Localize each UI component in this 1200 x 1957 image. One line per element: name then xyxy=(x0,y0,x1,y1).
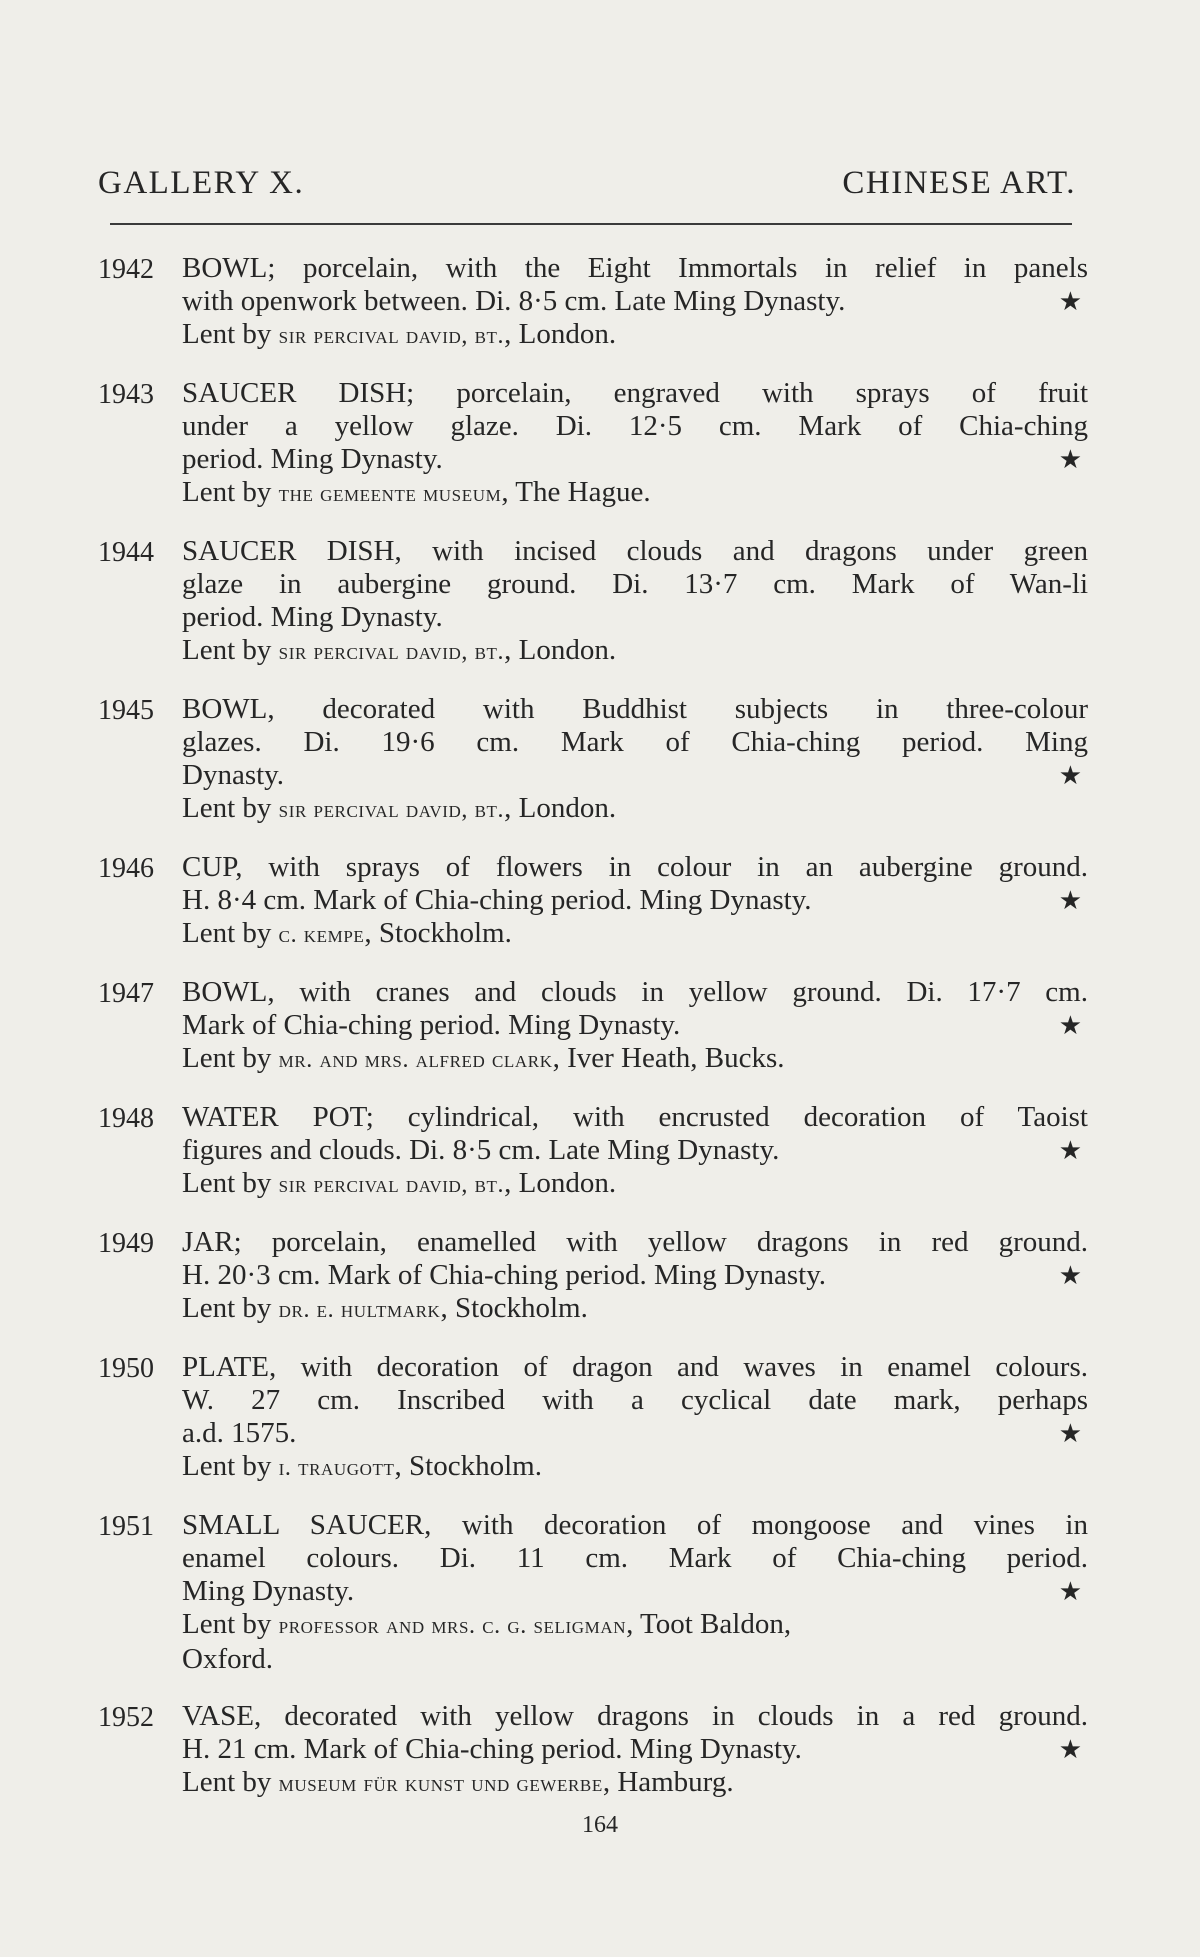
catalogue-entry xyxy=(98,976,1088,1077)
lender-line xyxy=(182,318,1088,353)
star-icon: ★ xyxy=(1058,1011,1082,1040)
entry-line: PLATE, with decoration of dragon and waves in enamel colours. xyxy=(182,1351,1088,1383)
entry-description xyxy=(182,1351,1088,1485)
entry-line: Mark of Chia-ching period. Ming Dynasty. xyxy=(182,1009,681,1041)
star-icon: ★ xyxy=(1058,287,1082,316)
lender-name: sir percival david, bt. xyxy=(278,323,505,349)
entry-description xyxy=(182,252,1088,353)
star-icon: ★ xyxy=(1058,445,1082,474)
entry-description xyxy=(182,535,1088,669)
entry-line: BOWL; porcelain, with the Eight Immortals in relief in panels xyxy=(182,252,1088,284)
entry-line: glaze in aubergine ground. Di. 13·7 cm. Mark of Wan-li xyxy=(182,568,1088,600)
catalogue-entry xyxy=(98,1700,1088,1801)
entry-description xyxy=(182,1101,1088,1202)
entry-line: SAUCER DISH; porcelain, engraved with sprays of fruit xyxy=(182,377,1088,409)
entry-description xyxy=(182,377,1088,511)
entry-line: period. Ming Dynasty. xyxy=(182,601,443,633)
lender-name: museum für kunst und gewerbe xyxy=(278,1771,603,1797)
lender-line xyxy=(182,917,1088,952)
lender-place: , Stockholm. xyxy=(364,917,512,949)
lent-by-label: Lent by xyxy=(182,1042,272,1074)
lender-line xyxy=(182,1042,1088,1077)
entry-description xyxy=(182,1226,1088,1327)
entry-line: SMALL SAUCER, with decoration of mongoose and vines in xyxy=(182,1509,1088,1541)
lent-by-label: Lent by xyxy=(182,476,272,508)
lender-place: , Iver Heath, Bucks. xyxy=(552,1042,785,1074)
entry-line: H. 21 cm. Mark of Chia-ching period. Ming Dynasty. xyxy=(182,1733,802,1765)
lender-line xyxy=(182,1167,1088,1202)
entry-last-line xyxy=(182,285,1088,318)
star-icon: ★ xyxy=(1058,1735,1082,1764)
entry-number: 1944 xyxy=(98,537,154,568)
entry-number: 1949 xyxy=(98,1228,154,1259)
entry-description xyxy=(182,693,1088,827)
lender-place: , London. xyxy=(504,634,617,666)
entry-line: WATER POT; cylindrical, with encrusted decoration of Taoist xyxy=(182,1101,1088,1133)
catalogue-entry xyxy=(98,1101,1088,1202)
star-icon: ★ xyxy=(1058,886,1082,915)
entry-last-line xyxy=(182,1134,1088,1167)
entry-line: BOWL, decorated with Buddhist subjects in three-colour xyxy=(182,693,1088,725)
lent-by-label: Lent by xyxy=(182,1167,272,1199)
entry-last-line xyxy=(182,1417,1088,1450)
entry-description xyxy=(182,851,1088,952)
entry-last-line xyxy=(182,759,1088,792)
entry-number: 1943 xyxy=(98,379,154,410)
entry-last-line xyxy=(182,1733,1088,1766)
entry-line: period. Ming Dynasty. xyxy=(182,443,443,475)
catalogue-entry xyxy=(98,252,1088,353)
lender-line xyxy=(182,1766,1088,1801)
entry-line: JAR; porcelain, enamelled with yellow dragons in red ground. xyxy=(182,1226,1088,1258)
lent-by-label: Lent by xyxy=(182,1766,272,1798)
entry-last-line xyxy=(182,1575,1088,1608)
entry-description xyxy=(182,1509,1088,1676)
lender-name: c. kempe xyxy=(278,922,365,948)
entry-number: 1946 xyxy=(98,853,154,884)
lent-by-label: Lent by xyxy=(182,634,272,666)
lender-name: the gemeente museum xyxy=(278,481,502,507)
lender-place: , Stockholm. xyxy=(440,1292,588,1324)
entry-number: 1945 xyxy=(98,695,154,726)
lender-place: , Stockholm. xyxy=(394,1450,542,1482)
entry-number: 1948 xyxy=(98,1103,154,1134)
entry-line: a.d. 1575. xyxy=(182,1417,297,1449)
lender-place: , The Hague. xyxy=(501,476,651,508)
lent-by-label: Lent by xyxy=(182,917,272,949)
star-icon: ★ xyxy=(1058,1136,1082,1165)
star-icon: ★ xyxy=(1058,1577,1082,1606)
lender-line xyxy=(182,1292,1088,1327)
entry-line: under a yellow glaze. Di. 12·5 cm. Mark of Chia-ching xyxy=(182,410,1088,442)
catalogue-entry xyxy=(98,693,1088,827)
catalogue-entry xyxy=(98,1351,1088,1485)
lender-place-continued: Oxford. xyxy=(182,1643,274,1675)
lender-place: , London. xyxy=(504,318,617,350)
entry-description xyxy=(182,976,1088,1077)
entry-line: Dynasty. xyxy=(182,759,285,791)
lender-line xyxy=(182,792,1088,827)
catalogue-entries xyxy=(98,252,1088,1825)
lent-by-label: Lent by xyxy=(182,318,272,350)
catalogue-entry xyxy=(98,1509,1088,1676)
lender-name: mr. and mrs. alfred clark xyxy=(278,1047,553,1073)
entry-number: 1942 xyxy=(98,254,154,285)
lender-name: i. traugott xyxy=(278,1455,395,1481)
entry-line: glazes. Di. 19·6 cm. Mark of Chia-ching period. Ming xyxy=(182,726,1088,758)
lender-name: dr. e. hultmark xyxy=(278,1297,441,1323)
entry-line: with openwork between. Di. 8·5 cm. Late Ming Dynasty. xyxy=(182,285,846,317)
entry-line: VASE, decorated with yellow dragons in clouds in a red ground. xyxy=(182,1700,1088,1732)
section-title: CHINESE ART. xyxy=(842,165,1076,201)
entry-number: 1952 xyxy=(98,1702,154,1733)
entry-last-line xyxy=(182,443,1088,476)
entry-number: 1951 xyxy=(98,1511,154,1542)
lender-name: sir percival david, bt. xyxy=(278,797,505,823)
star-icon: ★ xyxy=(1058,1419,1082,1448)
lender-line xyxy=(182,1608,1088,1643)
catalogue-entry xyxy=(98,1226,1088,1327)
catalogue-entry xyxy=(98,851,1088,952)
entry-line: H. 8·4 cm. Mark of Chia-ching period. Ming Dynasty. xyxy=(182,884,812,916)
header-rule xyxy=(110,223,1072,225)
entry-line: enamel colours. Di. 11 cm. Mark of Chia-ching period. xyxy=(182,1542,1088,1574)
gallery-title: GALLERY X. xyxy=(98,165,305,201)
entry-last-line xyxy=(182,1259,1088,1292)
entry-number: 1947 xyxy=(98,978,154,1009)
entry-last-line xyxy=(182,884,1088,917)
lender-line xyxy=(182,1450,1088,1485)
lent-by-label: Lent by xyxy=(182,1608,272,1640)
lender-line xyxy=(182,476,1088,511)
entry-line: H. 20·3 cm. Mark of Chia-ching period. Ming Dynasty. xyxy=(182,1259,827,1291)
lender-name: professor and mrs. c. g. seligman xyxy=(278,1613,627,1639)
entry-line: CUP, with sprays of flowers in colour in an aubergine ground. xyxy=(182,851,1088,883)
entry-description xyxy=(182,1700,1088,1801)
lender-place: , London. xyxy=(504,1167,617,1199)
lender-name: sir percival david, bt. xyxy=(278,639,505,665)
entry-number: 1950 xyxy=(98,1353,154,1384)
lender-place: , Toot Baldon, xyxy=(626,1608,792,1640)
star-icon: ★ xyxy=(1058,761,1082,790)
lent-by-label: Lent by xyxy=(182,792,272,824)
running-header xyxy=(98,165,1076,213)
entry-last-line xyxy=(182,1009,1088,1042)
lender-name: sir percival david, bt. xyxy=(278,1172,505,1198)
catalogue-entry xyxy=(98,377,1088,511)
entry-line: Ming Dynasty. xyxy=(182,1575,355,1607)
lender-line xyxy=(182,634,1088,669)
lender-place: , Hamburg. xyxy=(602,1766,734,1798)
entry-line: BOWL, with cranes and clouds in yellow ground. Di. 17·7 cm. xyxy=(182,976,1088,1008)
entry-line: W. 27 cm. Inscribed with a cyclical date mark, perhaps xyxy=(182,1384,1088,1416)
entry-line: SAUCER DISH, with incised clouds and dragons under green xyxy=(182,535,1088,567)
page-number: 164 xyxy=(582,1812,618,1838)
star-icon: ★ xyxy=(1058,1261,1082,1290)
lent-by-label: Lent by xyxy=(182,1450,272,1482)
lender-place: , London. xyxy=(504,792,617,824)
catalogue-entry xyxy=(98,535,1088,669)
entry-line: figures and clouds. Di. 8·5 cm. Late Ming Dynasty. xyxy=(182,1134,780,1166)
lent-by-label: Lent by xyxy=(182,1292,272,1324)
